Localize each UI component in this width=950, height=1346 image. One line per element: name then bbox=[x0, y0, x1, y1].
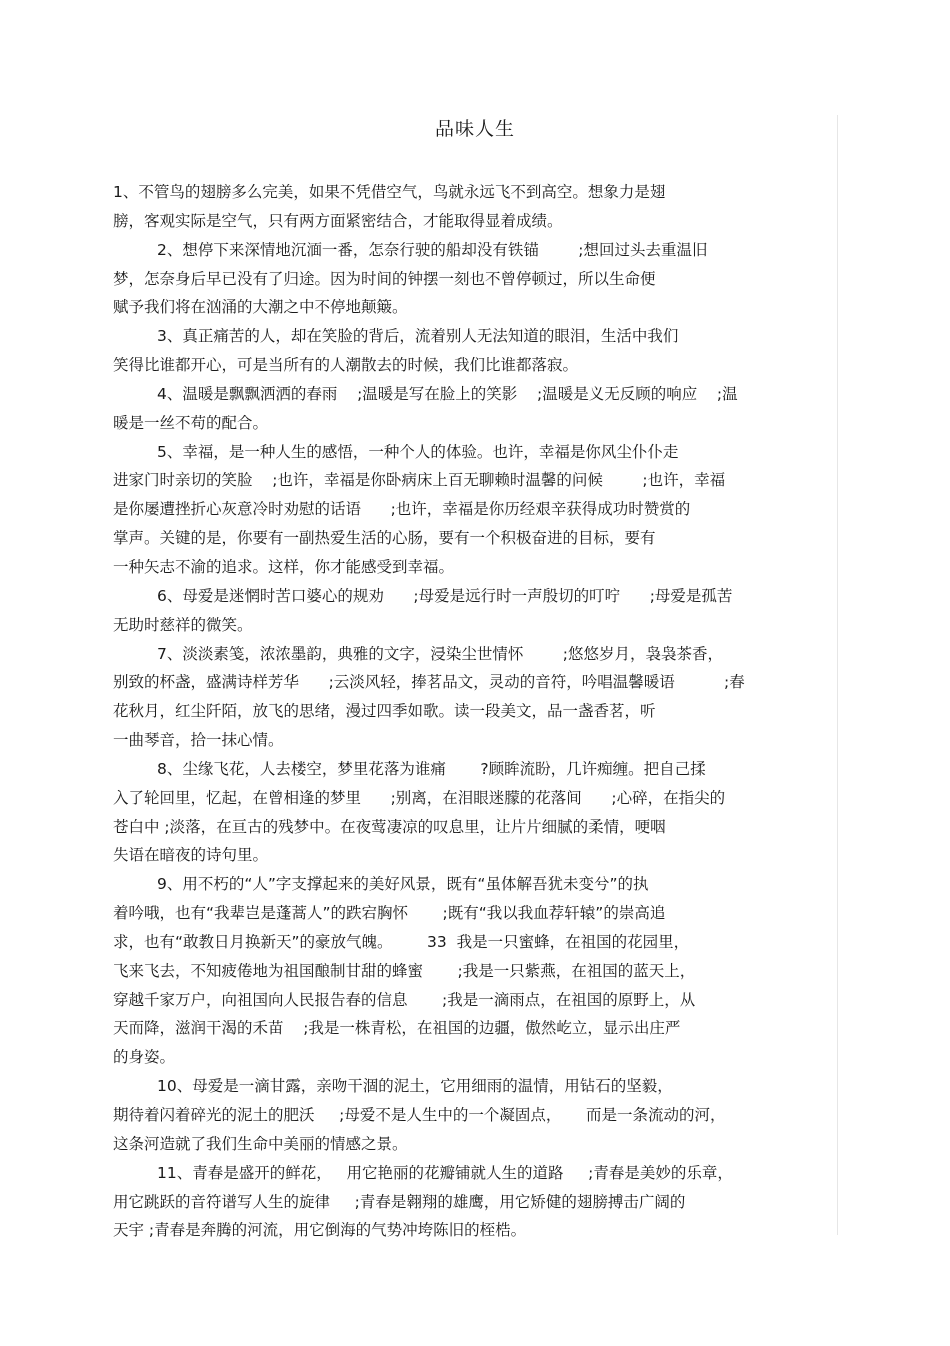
text-line: 飞来飞去，不知疲倦地为祖国酿制甘甜的蜂蜜 ;我是一只紫燕，在祖国的蓝天上， bbox=[113, 961, 696, 980]
text-line: 花秋月，红尘阡陌，放飞的思绪，漫过四季如歌。读一段美文，品一盏香茗，听 bbox=[113, 702, 656, 721]
text-line: 求，也有“敢教日月换新天”的豪放气魄。 33 我是一只蜜蜂，在祖国的花园里， bbox=[113, 932, 690, 951]
text-line: 着吟哦，也有“我辈岂是蓬蒿人”的跌宕胸怀 ;既有“我以我血荐轩辕”的崇高追 bbox=[113, 904, 666, 923]
text-line: 掌声。关键的是，你要有一副热爱生活的心肠，要有一个积极奋进的目标，要有 bbox=[113, 529, 656, 548]
text-line: 穿越千家万户，向祖国向人民报告春的信息 ;我是一滴雨点，在祖国的原野上，从 bbox=[113, 990, 696, 1009]
text-line: 期待着闪着碎光的泥土的肥沃 ;母爱不是人生中的一个凝固点， 而是一条流动的河， bbox=[113, 1106, 726, 1124]
text-line: 无助时慈祥的微笑。 bbox=[113, 615, 253, 634]
text-line: 膀，客观实际是空气，只有两方面紧密结合，才能取得显着成绩。 bbox=[113, 211, 563, 230]
text-line: 笑得比谁都开心，可是当所有的人潮散去的时候，我们比谁都落寂。 bbox=[113, 356, 579, 375]
text-line: 梦，怎奈身后早已没有了归途。因为时间的钟摆一刻也不曾停顿过，所以生命便 bbox=[113, 269, 656, 288]
text-line: 9、用不朽的“人”字支撑起来的美好风景，既有“虽体解吾犹未变兮”的执 bbox=[157, 875, 649, 894]
text-line: 5、幸福，是一种人生的感悟，一种个人的体验。也许，幸福是你风尘仆仆走 bbox=[157, 442, 679, 461]
text-line: 7、淡淡素笺，浓浓墨韵，典雅的文字，浸染尘世情怀 ;悠悠岁月，袅袅茶香， bbox=[157, 644, 724, 663]
text-line: 天宇 ;青春是奔腾的河流，用它倒海的气势冲垮陈旧的桎梏。 bbox=[113, 1221, 527, 1240]
text-line: 失语在暗夜的诗句里。 bbox=[113, 846, 269, 865]
text-line: 赋予我们将在汹涌的大潮之中不停地颠簸。 bbox=[113, 298, 408, 317]
text-line: 一种矢志不渝的追求。这样，你才能感受到幸福。 bbox=[113, 557, 455, 576]
text-line: 天而降，滋润干渴的禾苗 ;我是一株青松，在祖国的边疆，傲然屹立，显示出庄严 bbox=[113, 1019, 681, 1038]
text-line: 11、青春是盛开的鲜花， 用它艳丽的花瓣铺就人生的道路 ;青春是美妙的乐章， bbox=[157, 1163, 733, 1182]
document-body bbox=[113, 178, 835, 1245]
text-line: 一曲琴音，拾一抹心情。 bbox=[113, 731, 284, 750]
text-line: 6、母爱是迷惘时苦口婆心的规劝 ;母爱是远行时一声殷切的叮咛 ;母爱是孤苦 bbox=[157, 586, 733, 605]
text-line: 8、尘缘飞花，人去楼空，梦里花落为谁痛 ?顾眸流盼，几许痴缠。把自己揉 bbox=[157, 759, 706, 778]
text-line: 这条河造就了我们生命中美丽的情感之景。 bbox=[113, 1134, 408, 1153]
text-line: 用它跳跃的音符谱写人生的旋律 ;青春是翱翔的雄鹰，用它矫健的翅膀搏击广阔的 bbox=[113, 1192, 686, 1211]
text-line: 入了轮回里，忆起，在曾相逢的梦里 ;别离，在泪眼迷朦的花落间 ;心碎，在指尖的 bbox=[113, 788, 726, 807]
text-line: 的身姿。 bbox=[113, 1048, 176, 1067]
text-line: 别致的杯盏，盛满诗样芳华 ;云淡风轻，捧茗品文，灵动的音符，吟唱温馨暖语 ;春 bbox=[113, 673, 745, 692]
page-title: 品味人生 bbox=[434, 118, 515, 140]
text-line: 2、想停下来深情地沉湎一番，怎奈行驶的船却没有铁锚 ;想回过头去重温旧 bbox=[157, 240, 708, 259]
text-line: 苍白中 ;淡落，在亘古的残梦中。在夜莺凄凉的叹息里，让片片细腻的柔情，哽咽 bbox=[113, 817, 666, 836]
text-line: 3、真正痛苦的人，却在笑脸的背后，流着别人无法知道的眼泪，生活中我们 bbox=[157, 327, 679, 346]
text-line: 10、母爱是一滴甘露，亲吻干涸的泥土，它用细雨的温情，用钻石的坚毅， bbox=[157, 1077, 673, 1096]
text-line: 1、不管鸟的翅膀多么完美，如果不凭借空气，鸟就永远飞不到高空。想象力是翅 bbox=[113, 183, 666, 201]
text-line: 是你屡遭挫折心灰意冷时劝慰的话语 ;也许，幸福是你历经艰辛获得成功时赞赏的 bbox=[113, 500, 691, 519]
page-margin-line bbox=[837, 115, 838, 1235]
text-line: 4、温暖是飘飘洒洒的春雨 ;温暖是写在脸上的笑影 ;温暖是义无反顾的响应 ;温 bbox=[157, 384, 738, 403]
text-line: 暖是一丝不苟的配合。 bbox=[113, 413, 269, 432]
text-line: 进家门时亲切的笑脸 ;也许，幸福是你卧病床上百无聊赖时温馨的问候 ;也许，幸福 bbox=[113, 471, 726, 490]
